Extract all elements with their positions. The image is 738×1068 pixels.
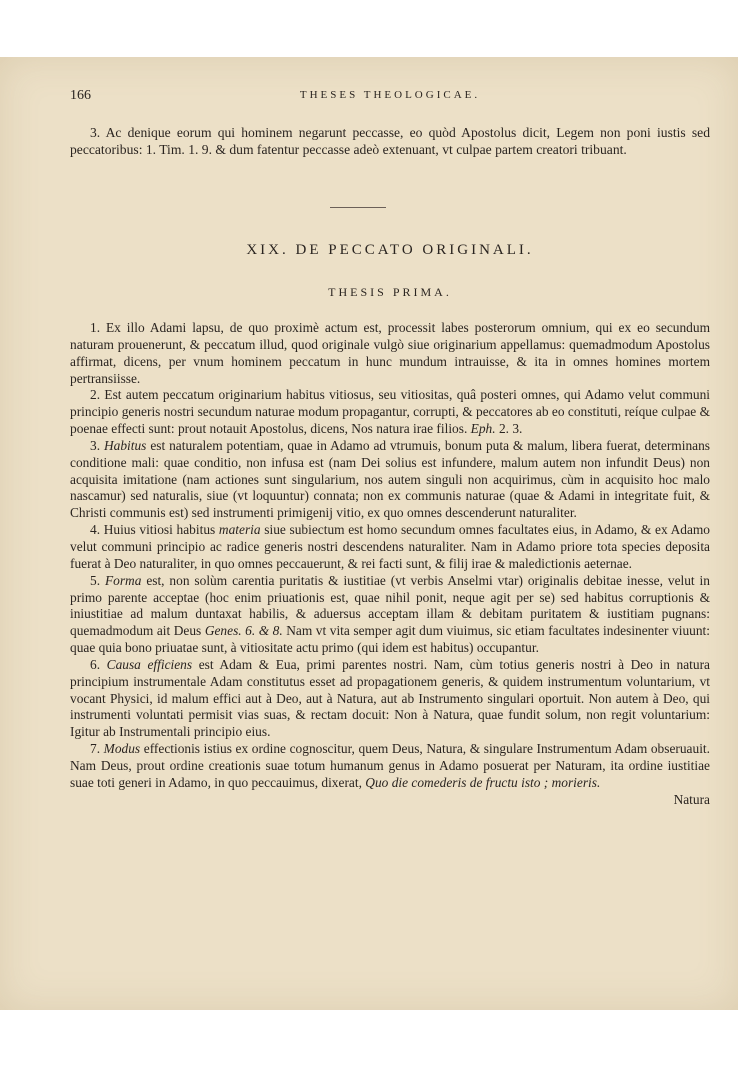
paragraph-3-lead: Habitus [103, 437, 147, 453]
paragraph-4 [70, 522, 710, 573]
paragraph-2 [70, 387, 710, 438]
paragraph-6-lead: Causa efficiens [106, 656, 193, 672]
paragraph-1: 1. Ex illo Adami lapsu, de quo proximè actum est, processit labes posterorum omnium, qui ex eo secundum naturam prouenerunt, & peccatum illud, quod originale vulgò siue originarium appellamus: quemadmodum Apostolus affirmat, dicens, per vnum hominem peccatum in hunc mundum intrauisse, & ita in omnes homines mortem pertransiisse. [70, 320, 710, 386]
paragraph-5-lead: Forma [104, 572, 142, 588]
paragraph-7-lead: Modus [103, 741, 141, 757]
paragraph-2-ref-tail: 2. 3. [498, 421, 523, 437]
paragraph-7 [70, 741, 710, 792]
paragraph-5-tail: Nam vt vita semper agit dum viuimus, sic etiam facultates indesinenter viuunt: quae quia bono priuatae sunt, à vitiositate actu primo (qui idem est habitus) occupantur. [70, 623, 710, 656]
running-title: THESES THEOLOGICAE. [299, 89, 481, 101]
paragraph-5-ref: Genes. 6. & 8. [204, 623, 283, 639]
top-paragraph-block [70, 124, 710, 159]
paragraph-3-prev: 3. Ac denique eorum qui hominem negarunt peccasse, eo quòd Apostolus dicit, Legem non poni iustis sed peccatoribus: 1. Tim. 1. 9. & dum fatentur peccasse adeò extenuant, vt culpae partem creatori tribuant. [70, 125, 710, 158]
paragraph-6 [70, 657, 710, 741]
thesis-body [70, 320, 710, 808]
paragraph-6-text: est Adam & Eua, primi parentes nostri. Nam, cùm totius generis nostri à Deo in natura principium instrumentale Adam constitutus esset ad propagationem generis, & quidem instrumentum voluntarium, vt vocant Physici, id malum effici aut à Deo, aut à Natura, aut ab Instrumento singulari oportuit. Non autem à Deo, qui instrumenti voluntati permisit vias suas, & rectam docuit: Non à Natura, quae fundit solum, non regit voluntarium: Igitur ab Instrumentali principio eius. [70, 656, 710, 740]
paragraph-6-num: 6. [90, 656, 101, 672]
thesis-title: THESIS PRIMA. [328, 285, 452, 299]
paragraph-7-text: effectionis istius ex ordine cognoscitur, quem Deus, Natura, & singulare Instrumentum Adam obseruauit. Nam Deus, prout ordine creationis suae totum humanum genus in Adamo posuerat per Naturam, ita ordine iustitiae suae toti generi in Adamo, in quo peccauimus, dixerat, [70, 741, 710, 790]
paragraph-4-head: 4. Huius vitiosi habitus [90, 522, 216, 538]
paragraph-5 [70, 573, 710, 657]
paragraph-2-text: 2. Est autem peccatum originarium habitus vitiosus, seu vitiositas, quâ posteri omnes, qui Adamo velut communi principio generis nostri secundum naturae modum propagantur, corrupti, & peccatores ab eo constituti, reíque culpae & poenae effecti sunt: prout notauit Apostolus, dicens, Nos natura irae filios. [70, 387, 710, 437]
paragraph-3 [70, 438, 710, 522]
paragraph-3-num: 3. [90, 437, 101, 453]
paragraph-7-quote: Quo die comederis de fructu isto ; morieris. [365, 774, 601, 790]
section-divider [330, 207, 386, 208]
paragraph-4-em: materia [218, 522, 261, 538]
paragraph-2-ref: Eph. [470, 421, 496, 437]
paragraph-4-text: siue subiectum est homo secundum omnes facultates eius, in Adamo, & ex Adamo velut communi principio ac radice generis nostri descendens naturaliter. Nam in Adamo priore tota species deposita fuerat à Deo naturaliter, in quo omnes peccauerunt, & rei facti sunt, & filij irae & maledictionis aeternae. [70, 522, 711, 571]
catchword: Natura [673, 791, 710, 807]
running-header [70, 88, 710, 108]
page-number: 166 [70, 88, 91, 103]
paragraph-5-text: est, non solùm carentia puritatis & iustitiae (vt verbis Anselmi vtar) originalis debitae inesse, velut in primo parente acceptae (hoc enim priuationis est, quae nihil ponit, neque agit per se) sed habitus corruptionis & iniustitiae ad malum duntaxat habilis, & aduersus acceptam illam & debitam puritatem & iustitiam pugnans: quemadmodum ait Deus [70, 572, 710, 639]
paragraph-5-num: 5. [90, 572, 101, 588]
section-title: XIX. DE PECCATO ORIGINALI. [246, 242, 534, 258]
paragraph-7-num: 7. [90, 741, 101, 757]
paragraph-3-text: est naturalem potentiam, quae in Adamo ad vtrumuis, bonum puta & malum, libera fuerat, determinans conditione mali: quae conditio, non infusa est (nam Dei solius est infundere, malum autem non infundit Deus) non acquisita imitatione (nam actiones sunt singularium, nos autem singuli non acquirimus, cùm in acquisito hoc malo nascamur) sed naturalis, siue (vt loquuntur) connata; non ex communis naturae (quae & Adami in integritate fuit, & Christi communis est) sed instrumenti primigenij vitio, ex quo omnes descenderunt naturaliter. [70, 437, 710, 521]
